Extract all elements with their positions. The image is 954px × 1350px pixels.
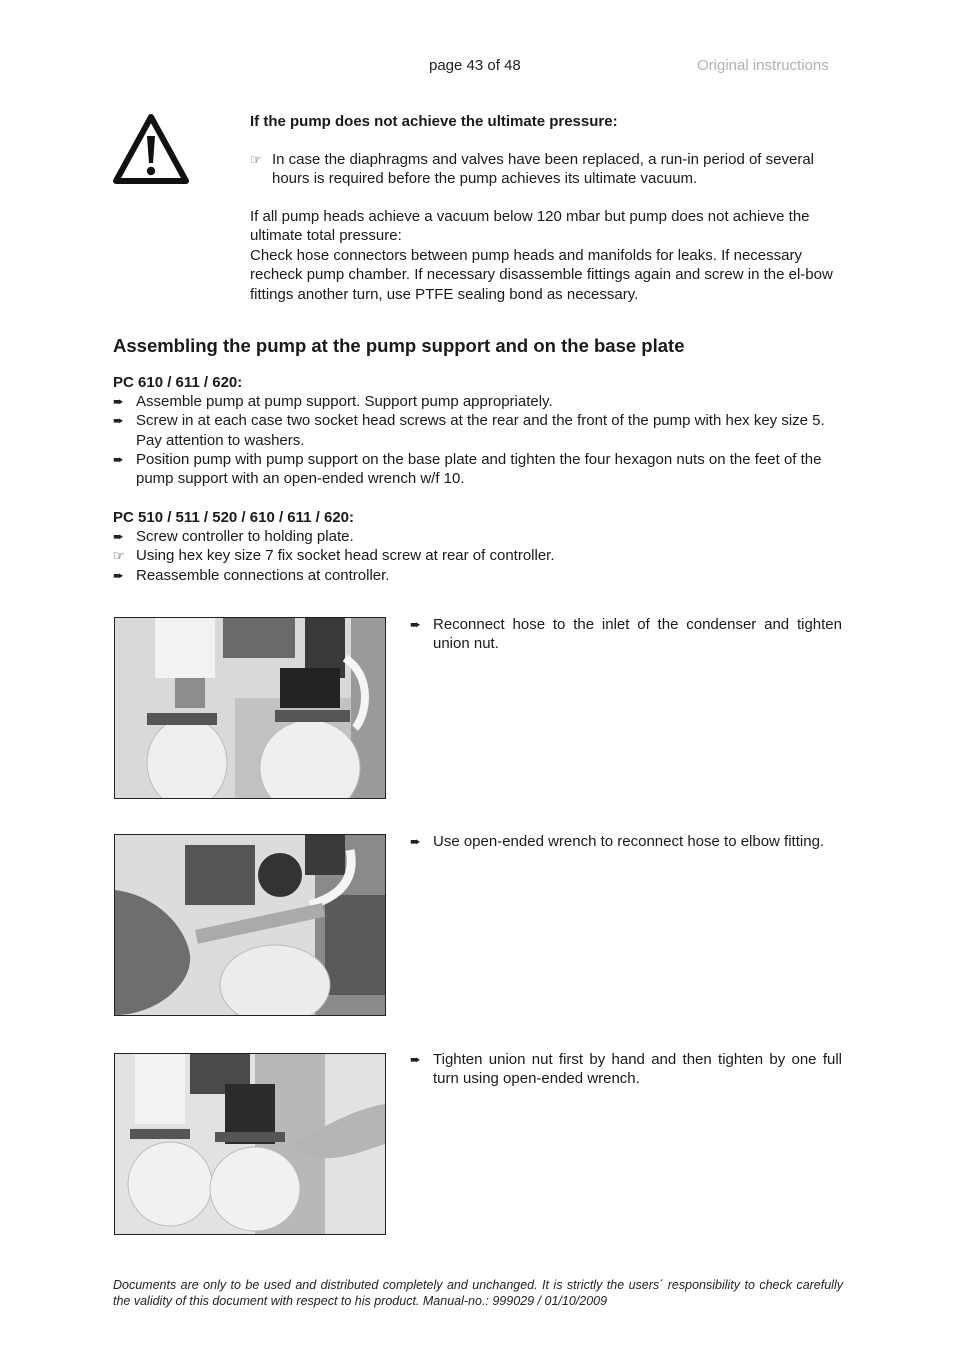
instruction-group-1 [113,373,843,488]
warning-block [250,112,842,304]
arrow-bullet-icon: ➨ [113,413,124,429]
warning-paragraph-2: Check hose connectors between pump heads and manifolds for leaks. If necessary recheck pump chamber. If necessary disassemble fittings again and screw in the el-bow fittings another turn, use PTFE sealing bond as necessary. [250,246,833,303]
warning-heading: If the pump does not achieve the ultimate pressure: [250,113,618,130]
warning-triangle-icon [112,112,190,186]
photo-wrench-elbow-fitting [114,834,386,1016]
list-item: ➨ Screw in at each case two socket head screws at the rear and the front of the pump with hex key size 5. Pay attention to washers. [113,412,825,449]
photo-reconnect-condenser-hose [114,617,386,799]
footer-disclaimer: Documents are only to be used and distributed completely and unchanged. It is strictly the users´ responsibility to check carefully the validity of this document with respect to his product. Manual-no.: 999029 / 01/10/2009 [113,1278,843,1308]
document-type-label: Original instructions [697,57,829,74]
list-item: ➨ Screw controller to holding plate. [113,528,354,546]
page-number: page 43 of 48 [429,57,521,74]
warning-note-text: In case the diaphragms and valves have been replaced, a run-in period of several hours is required before the pump achieves its ultimate vacuum. [272,150,814,187]
warning-note [250,150,842,189]
arrow-bullet-icon: ➨ [410,617,421,632]
list-item: ➨ Position pump with pump support on the base plate and tighten the four hexagon nuts on the feet of the pump support with an open-ended wrench w/f 10. [113,450,822,488]
step-2: ➨ Use open-ended wrench to reconnect hose to elbow fitting. [410,833,825,850]
arrow-bullet-icon: ➨ [410,834,421,849]
step-3: ➨ Tighten union nut first by hand and then tighten by one full turn using open-ended wrench. [410,1051,842,1088]
arrow-bullet-icon: ➨ [113,529,124,545]
instruction-group-2 [113,508,843,585]
arrow-bullet-icon: ➨ [410,1052,421,1067]
model-label-1: PC 610 / 611 / 620: [113,374,243,391]
arrow-bullet-icon: ➨ [113,394,124,410]
arrow-bullet-icon: ➨ [113,451,124,467]
step-1: ➨ Reconnect hose to the inlet of the condenser and tighten union nut. [410,616,842,653]
list-item: ☞ Using hex key size 7 fix socket head screw at rear of controller. [113,547,555,565]
arrow-bullet-icon: ➨ [113,567,124,583]
photo-tighten-union-nut [114,1053,386,1235]
pointing-hand-icon: ☞ [113,548,125,564]
warning-paragraph-1: If all pump heads achieve a vacuum below 120 mbar but pump does not achieve the ultimate total pressure: [250,207,810,244]
pointing-hand-icon: ☞ [250,151,262,167]
section-title: Assembling the pump at the pump support and on the base plate [113,335,685,356]
list-item: ➨ Assemble pump at pump support. Support pump appropriately. [113,393,553,411]
list-item: ➨ Reassemble connections at controller. [113,566,390,584]
model-label-2: PC 510 / 511 / 520 / 610 / 611 / 620: [113,509,355,526]
